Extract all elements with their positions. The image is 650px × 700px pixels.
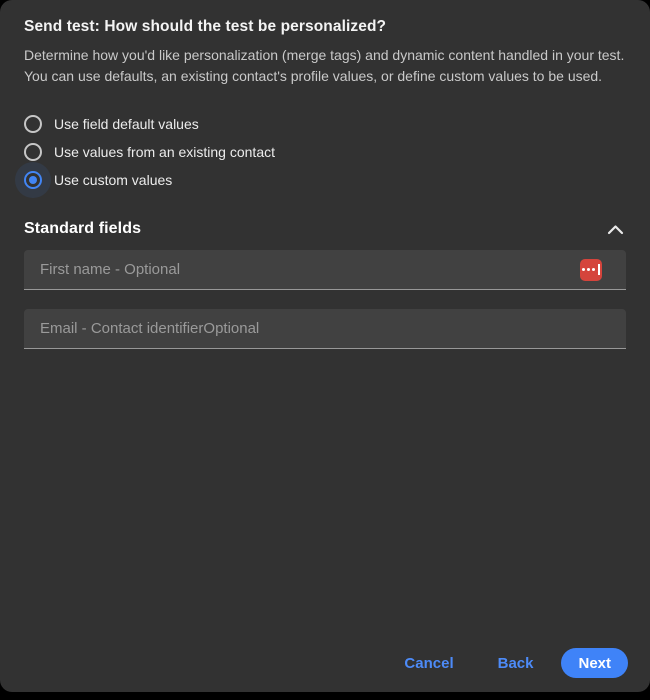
email-input[interactable] — [24, 309, 626, 348]
standard-fields-header — [24, 220, 626, 238]
first-name-field — [24, 250, 626, 290]
radio-option-label: Use custom values — [54, 172, 173, 188]
dialog-description: Determine how you'd like personalization (merge tags) and dynamic content handled in your test. You can use defaults, an existing contact's profile values, or define custom values to be used. — [24, 47, 625, 84]
first-name-input[interactable] — [24, 250, 580, 289]
personalization-options — [18, 110, 626, 194]
radio-option-field-defaults[interactable] — [18, 110, 626, 138]
collapse-section-button[interactable] — [605, 222, 626, 237]
radio-option-label: Use field default values — [54, 116, 199, 132]
back-button[interactable]: Back — [496, 651, 536, 676]
email-field — [24, 309, 626, 349]
radio-option-custom-values[interactable] — [18, 166, 626, 194]
radio-unselected-icon[interactable] — [24, 143, 42, 161]
dialog-title: Send test: How should the test be personalized? — [24, 18, 387, 35]
radio-selected-icon[interactable] — [24, 171, 42, 189]
next-button[interactable]: Next — [561, 648, 628, 678]
cancel-button[interactable]: Cancel — [402, 651, 455, 676]
radio-option-label: Use values from an existing contact — [54, 144, 275, 160]
chevron-up-icon — [607, 224, 624, 235]
section-title: Standard fields — [24, 220, 142, 237]
ellipsis-cursor-icon[interactable] — [580, 259, 602, 281]
dialog-footer — [402, 648, 628, 678]
radio-option-existing-contact[interactable] — [18, 138, 626, 166]
radio-unselected-icon[interactable] — [24, 115, 42, 133]
